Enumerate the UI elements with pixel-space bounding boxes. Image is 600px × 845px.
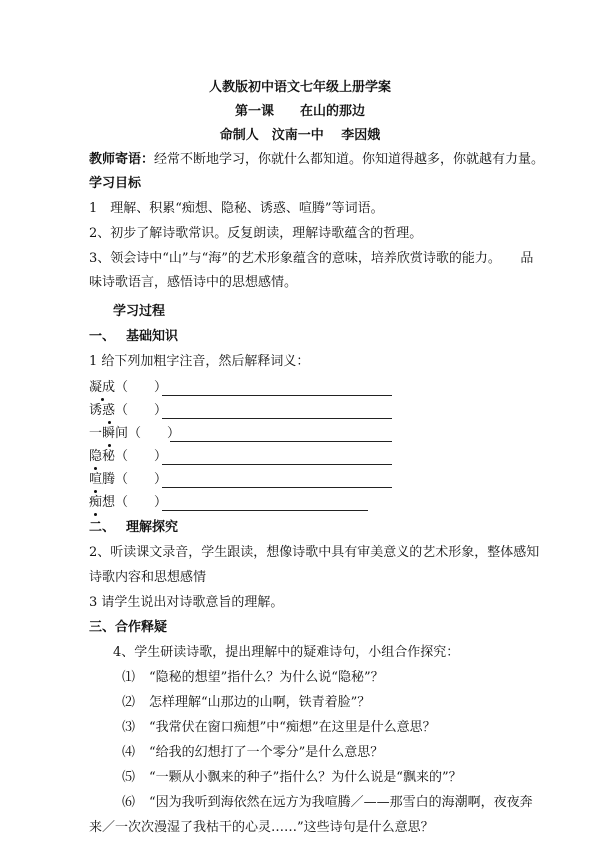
section2-line-3: 3 请学生说出对诗歌意旨的理解。: [89, 595, 284, 610]
question-number: ⑶: [122, 720, 136, 735]
meaning-blank-line[interactable]: [162, 464, 392, 465]
word-term: 隐秘: [89, 448, 115, 466]
pinyin-paren[interactable]: （ ）: [115, 472, 168, 487]
pinyin-paren[interactable]: （ ）: [115, 449, 168, 464]
meaning-blank-line[interactable]: [162, 395, 392, 396]
question-number: ⑸: [122, 770, 136, 785]
section-cooperation: 三、合作释疑: [89, 620, 168, 635]
question-text: “给我的幻想打了一个零分”是什么意思？: [149, 745, 384, 760]
question-number: ⑷: [122, 745, 136, 760]
meaning-blank-line[interactable]: [162, 510, 368, 511]
question-item: [122, 794, 533, 812]
word-row: [89, 471, 167, 489]
question-6-continuation: 来／一次次漫湿了我枯干的心灵……”这些诗句是什么意思？: [89, 820, 434, 835]
word-row: [89, 448, 167, 466]
question-text: “一颗从小飘来的种子”指什么？为什么说是“飘来的”？: [149, 770, 462, 785]
teacher-note-label: 教师寄语：: [89, 152, 155, 167]
question-item: [122, 744, 383, 762]
author-line: 命制人 汶南一中 李因娥: [219, 128, 381, 143]
pinyin-paren[interactable]: （ ）: [128, 426, 181, 441]
question-text: “隐秘的想望”指什么？为什么说“隐秘”？: [149, 670, 384, 685]
question-number: ⑴: [122, 670, 136, 685]
teacher-note-text: 经常不断地学习，你就什么都知道。你知道得越多，你就越有力量。: [154, 152, 545, 167]
pinyin-paren[interactable]: （ ）: [115, 403, 168, 418]
word-term: 喧腾: [89, 471, 115, 489]
objective-item-2: 2、初步了解诗歌常识。反复朗读，理解诗歌蕴含的哲理。: [89, 226, 423, 241]
document-title: 人教版初中语文七年级上册学案: [208, 80, 391, 95]
section2-line-2: 诗歌内容和思想感情: [89, 570, 207, 585]
question-item: [122, 719, 436, 737]
question-item: [122, 769, 462, 787]
section-understanding: 二、 理解探究: [89, 520, 179, 535]
word-row: [89, 379, 167, 397]
lesson-title: 第一课 在山的那边: [234, 104, 365, 119]
word-row: [89, 425, 180, 443]
pinyin-paren[interactable]: （ ）: [115, 495, 168, 510]
question-number: ⑹: [122, 795, 136, 810]
objective-item-1: 1 理解、积累“痴想、隐秘、诱惑、喧腾”等词语。: [89, 201, 384, 216]
objective-item-3: 3、领会诗中“山”与“海”的艺术形象蕴含的意味，培养欣赏诗歌的能力。 品: [89, 251, 534, 266]
question-item: [122, 694, 370, 712]
question-number: ⑵: [122, 695, 136, 710]
question-text: “因为我听到海依然在远方为我喧腾／——那雪白的海潮啊，夜夜奔: [149, 795, 533, 810]
process-heading: 学习过程: [113, 304, 166, 319]
objective-item-3-cont: 味诗歌语言，感悟诗中的思想感情。: [89, 275, 298, 290]
question-item: [122, 669, 384, 687]
word-term: 痴想: [89, 494, 115, 512]
section3-intro: 4、学生研读诗歌，提出理解中的疑难诗句，小组合作探究：: [113, 645, 460, 660]
word-row: [89, 402, 167, 420]
word-term: 一瞬间: [89, 425, 128, 443]
meaning-blank-line[interactable]: [162, 487, 392, 488]
question-text: 怎样理解“山那边的山啊，铁青着脸”？: [149, 695, 371, 710]
section2-line-1: 2、听读课文录音，学生跟读，想像诗歌中具有审美意义的艺术形象，整体感知: [89, 545, 540, 560]
word-term: 诱惑: [89, 402, 115, 420]
objectives-heading: 学习目标: [89, 176, 142, 191]
meaning-blank-line[interactable]: [170, 441, 392, 442]
word-row: [89, 494, 167, 512]
basic-instruction: 1 给下列加粗字注音，然后解释词义：: [89, 354, 310, 369]
word-term: 凝成: [89, 379, 115, 397]
section-basic-knowledge: 一、 基础知识: [89, 329, 179, 344]
meaning-blank-line[interactable]: [162, 418, 392, 419]
pinyin-paren[interactable]: （ ）: [115, 380, 168, 395]
teacher-note: [89, 151, 544, 169]
question-text: “我常伏在窗口痴想”中“痴想”在这里是什么意思？: [149, 720, 436, 735]
